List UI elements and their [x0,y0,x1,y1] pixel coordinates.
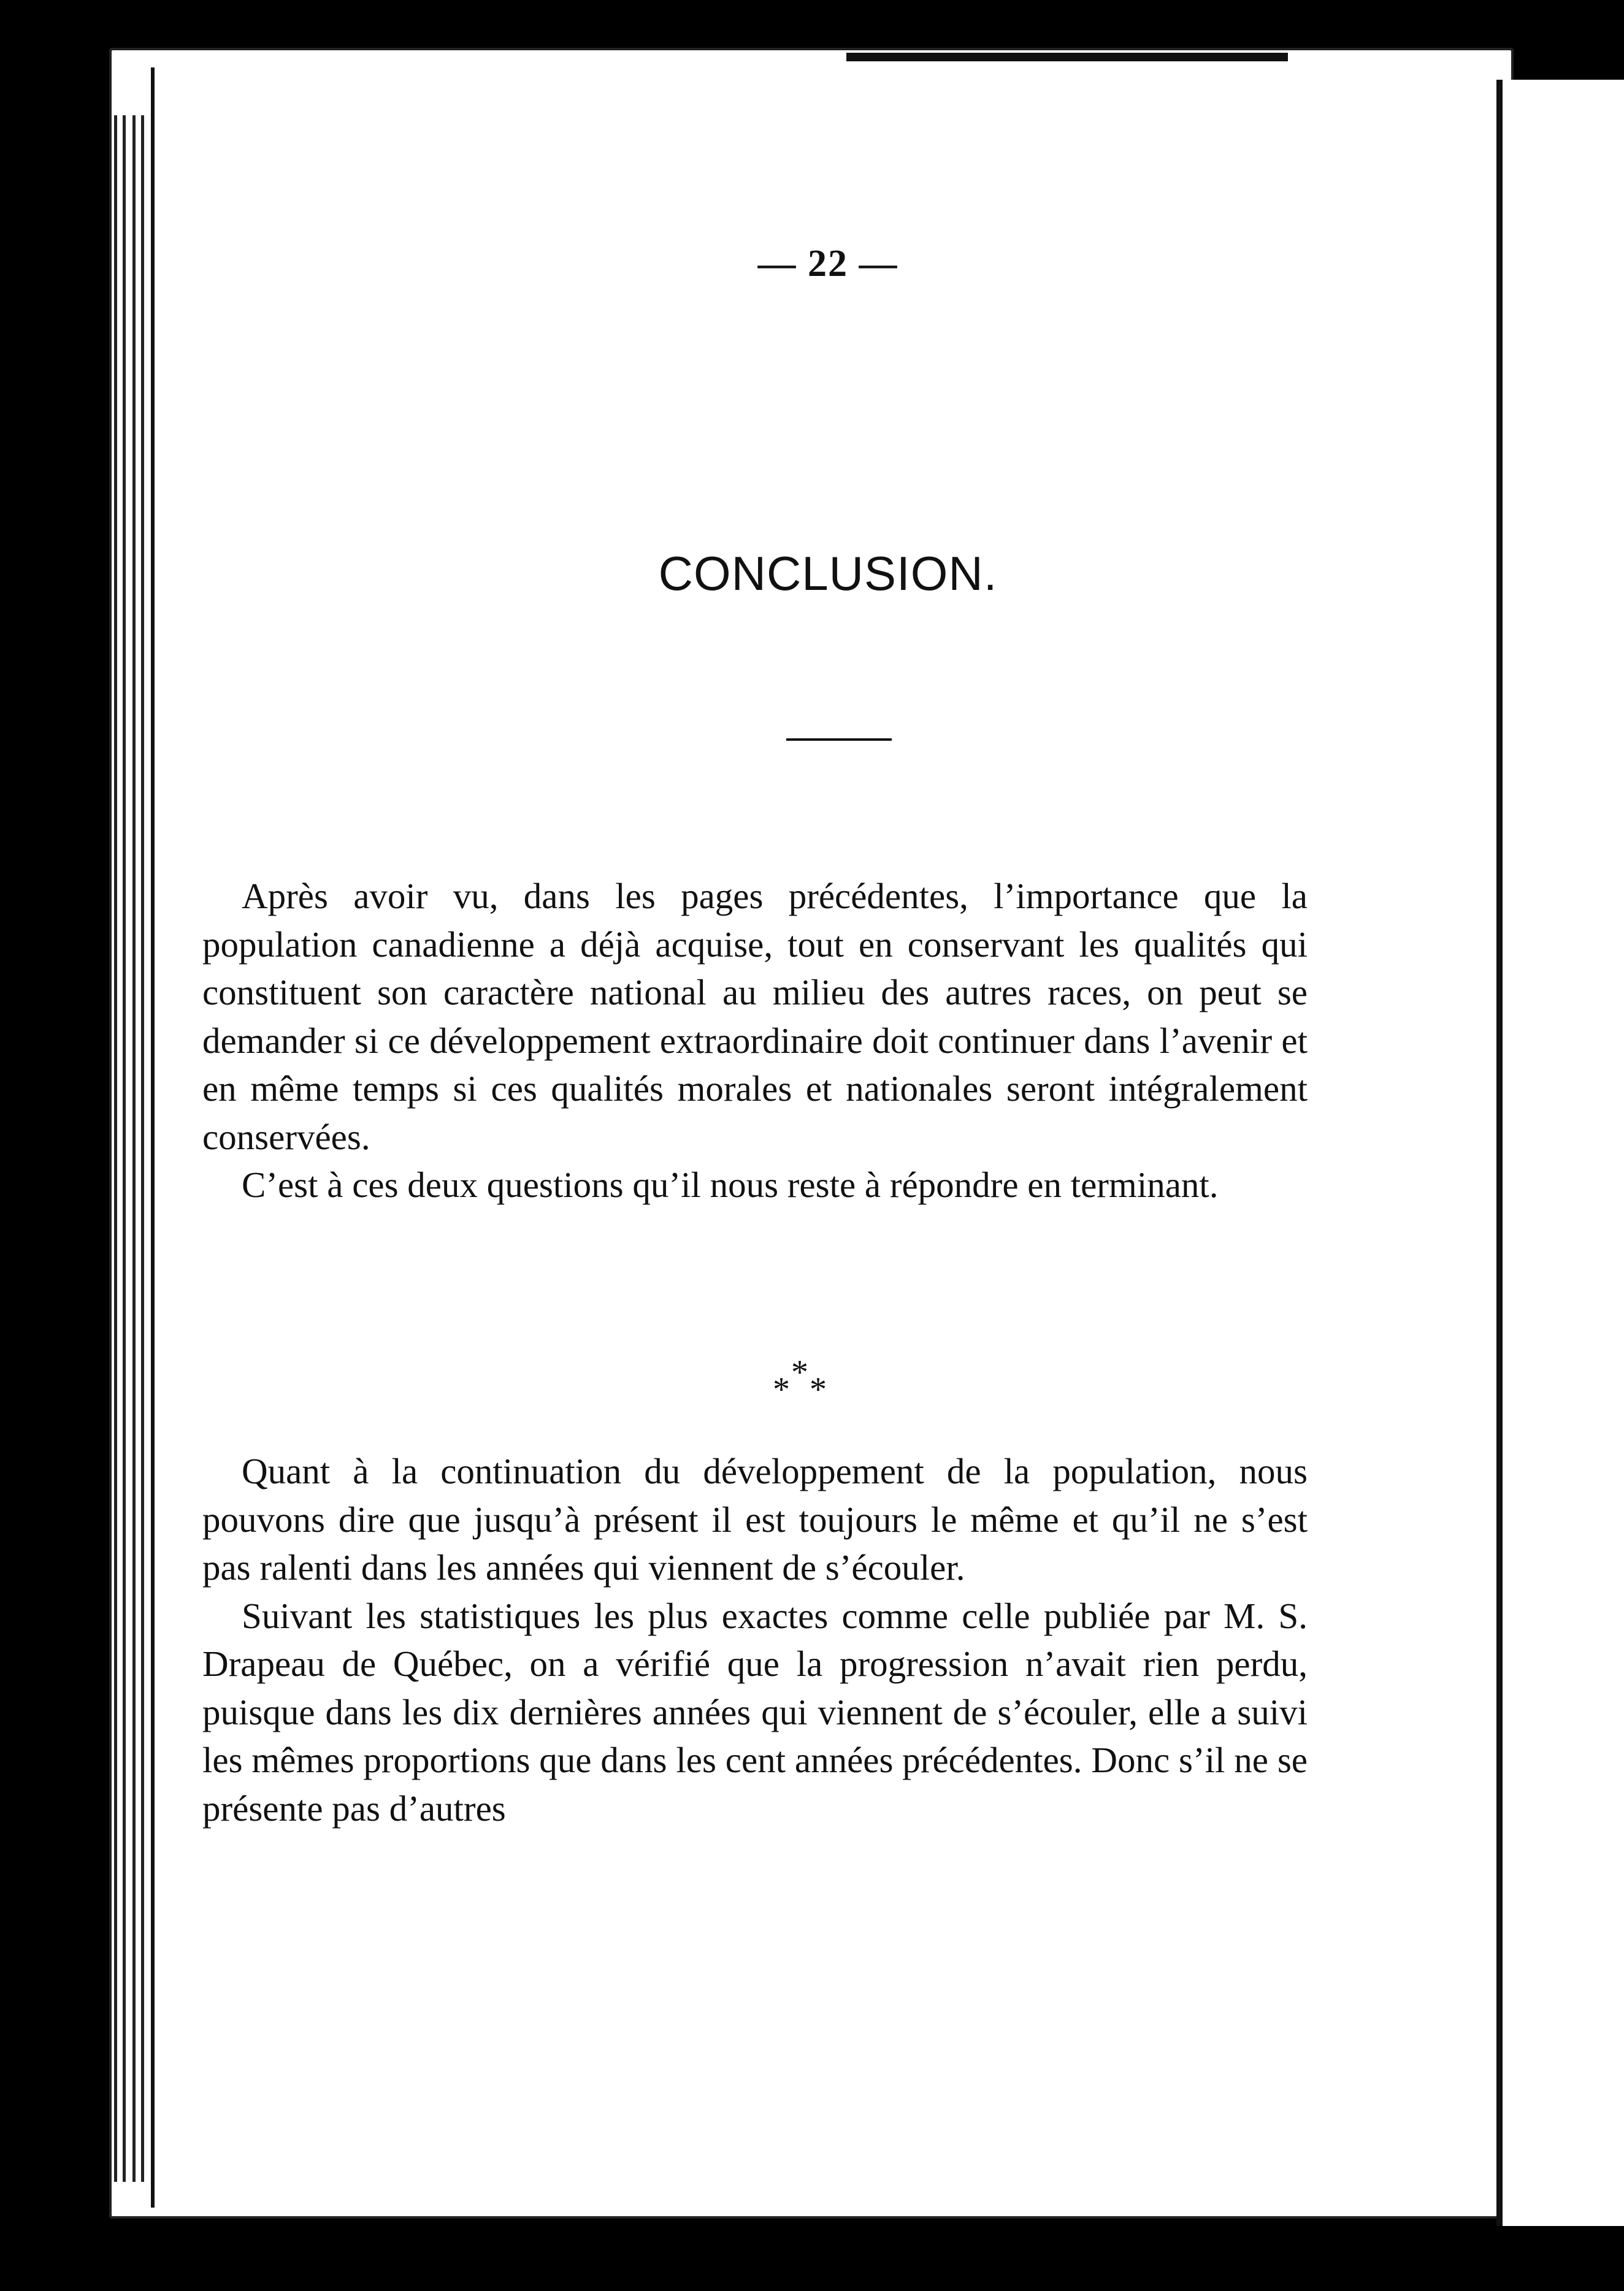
facing-page-edge [1496,80,1624,2226]
page-edge-line [141,115,144,2182]
title-rule [786,738,892,741]
chapter-title: CONCLUSION. [658,546,998,600]
paragraph: Quant à la continuation du développement de la population, nous pouvons dire que jusqu’à présent il est toujours le même et qu’il ne s’est pas ralenti dans les années qui viennent de s’écouler. [202,1451,1308,1588]
page-edge-line [132,115,136,2182]
asterism-star: * [810,1371,827,1409]
page-top-edge [846,53,1288,61]
asterism-star: * [791,1353,808,1391]
paragraph: Suivant les statistiques les plus exactes comme celle publiée par M. S. Drapeau de Québec, on a vérifié que la progression n’avait rien perdu, puisque dans les dix dernières années qui viennent de s’écouler, elle a suivi les mêmes proportions que dans les cent années précédentes. Donc s’il ne se présente pas d’autres [202,1595,1308,1829]
asterism-star: * [773,1371,790,1409]
page-edge-line [123,115,126,2182]
paragraph: C’est à ces deux questions qu’il nous reste à répondre en terminant. [242,1165,1219,1205]
text-block-bottom [202,1447,1308,1832]
page-edge-line [114,115,117,2182]
text-block-top [202,872,1308,1209]
paragraph: Après avoir vu, dans les pages précédentes, l’importance que la population canadienne a déjà acquise, tout en conservant les qualités qui constituent son caractère national au milieu des autres races, on peut se demander si ce développement extraordinaire doit continuer dans l’avenir et en même temps si ces qualités morales et nationales seront intégralement conservées. [202,876,1308,1157]
page-number: — 22 — [757,243,898,285]
